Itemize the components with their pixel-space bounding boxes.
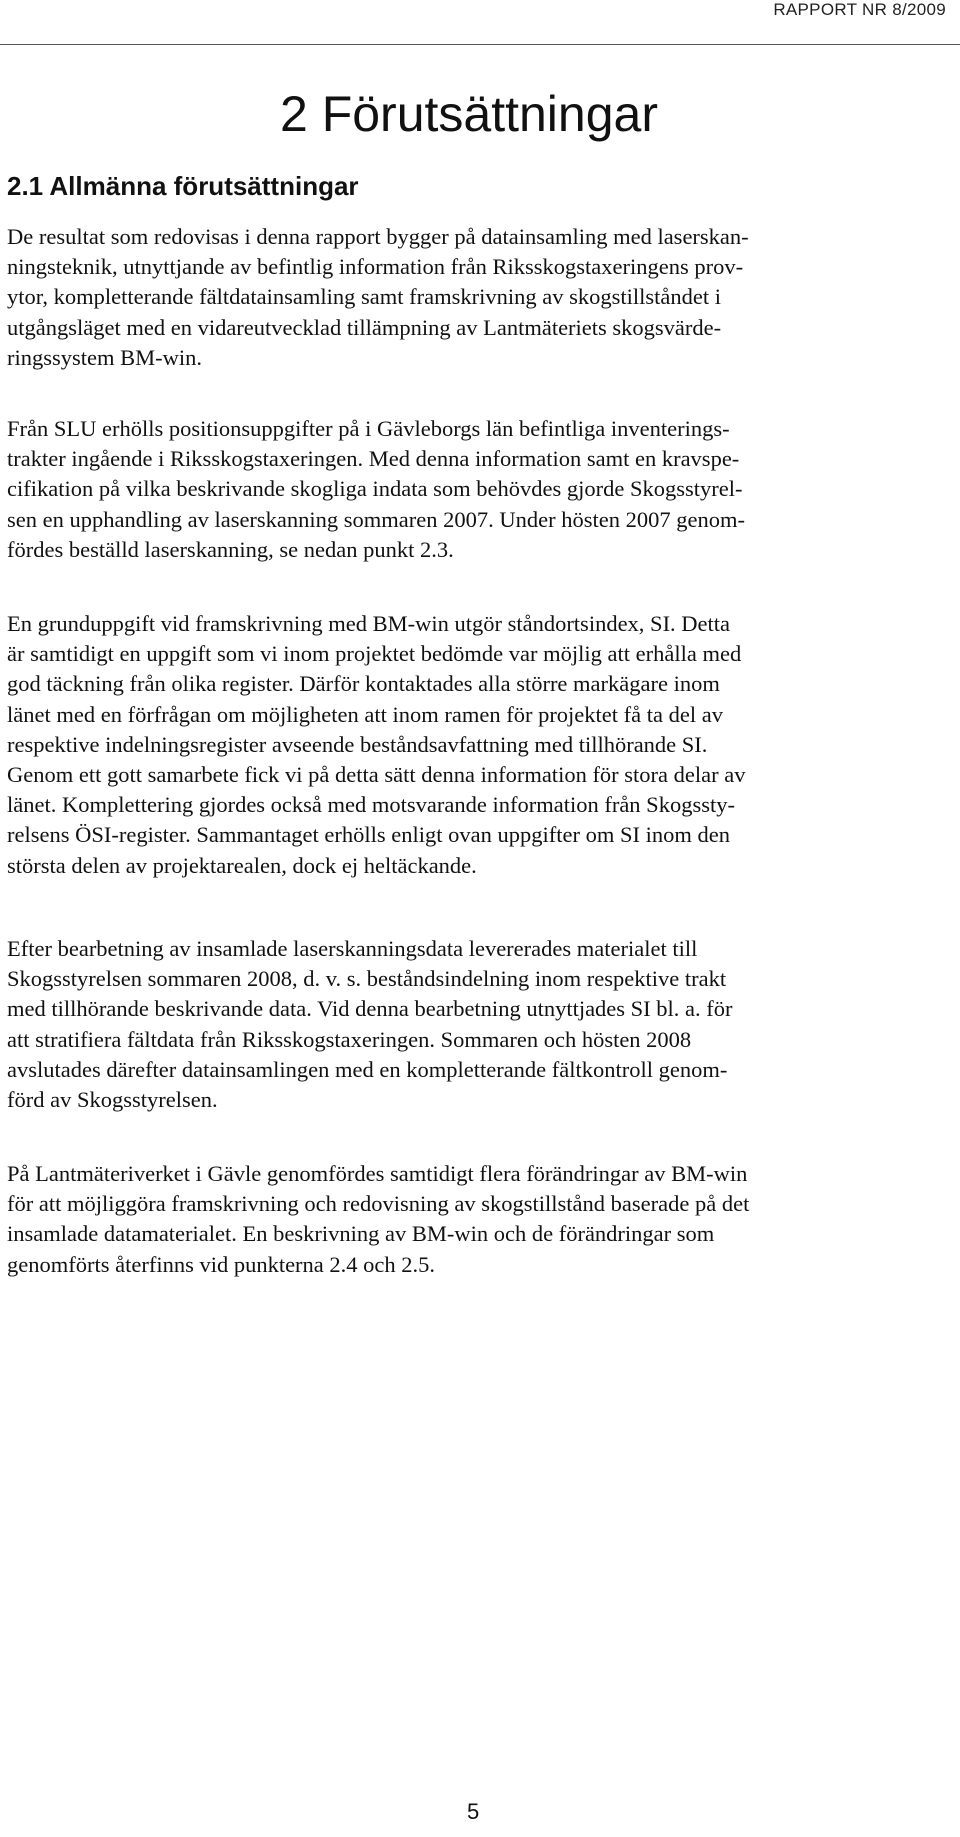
text-line: att stratifiera fältdata från Riksskogstaxeringen. Sommaren och hösten 2008 bbox=[7, 1026, 692, 1052]
text-line: avslutades därefter datainsamlingen med en kompletterande fältkontroll genom- bbox=[7, 1056, 728, 1082]
text-line: De resultat som redovisas i denna rapport bygger på datainsamling med laserskan- bbox=[7, 224, 749, 249]
text-line: cifikation på vilka beskrivande skogliga indata som behövdes gjorde Skogsstyrel- bbox=[7, 476, 743, 502]
text-line: länet med en förfrågan om möjligheten att inom ramen för projektet få ta del av bbox=[7, 701, 723, 727]
text-line: länet. Komplettering gjordes också med motsvarande information från Skogssty- bbox=[7, 792, 735, 818]
text-line: förd av Skogsstyrelsen. bbox=[7, 1087, 218, 1113]
text-line: relsens ÖSI-register. Sammantaget erhölls enligt ovan uppgifter om SI inom den bbox=[7, 822, 730, 848]
text-line: trakter ingående i Riksskogstaxeringen. Med denna information samt en kravspe- bbox=[7, 446, 740, 472]
text-line: Efter bearbetning av insamlade laserskanningsdata levererades materialet till bbox=[7, 936, 698, 961]
text-line: största delen av projektarealen, dock ej heltäckande. bbox=[7, 852, 477, 878]
text-line: god täckning från olika register. Därför kontaktades alla större markägare inom bbox=[7, 671, 720, 697]
text-line: Genom ett gott samarbete fick vi på detta sätt denna information för stora delar av bbox=[7, 762, 746, 788]
report-number-label: RAPPORT NR 8/2009 bbox=[773, 0, 946, 19]
paragraph-5 bbox=[7, 1159, 953, 1280]
text-line: En grunduppgift vid framskrivning med BM-win utgör ståndortsindex, SI. Detta bbox=[7, 611, 731, 636]
chapter-title: 2 Förutsättningar bbox=[280, 86, 658, 142]
header-divider bbox=[0, 44, 960, 45]
text-line: ringssystem BM-win. bbox=[7, 344, 203, 370]
text-line: ningsteknik, utnyttjande av befintlig information från Riksskogstaxeringens prov- bbox=[7, 254, 744, 280]
text-line: respektive indelningsregister avseende beståndsavfattning med tillhörande SI. bbox=[7, 731, 708, 757]
text-line: utgångsläget med en vidareutvecklad tillämpning av Lantmäteriets skogsvärde- bbox=[7, 314, 722, 340]
paragraph-2 bbox=[7, 414, 953, 565]
section-title: 2.1 Allmänna förutsättningar bbox=[7, 171, 359, 201]
page-number: 5 bbox=[467, 1799, 480, 1824]
text-line: för att möjliggöra framskrivning och redovisning av skogstillstånd baserade på det bbox=[7, 1191, 750, 1217]
paragraph-3 bbox=[7, 609, 953, 881]
text-line: med tillhörande beskrivande data. Vid denna bearbetning utnyttjades SI bl. a. för bbox=[7, 996, 733, 1022]
text-line: insamlade datamaterialet. En beskrivning av BM-win och de förändringar som bbox=[7, 1221, 715, 1247]
text-line: är samtidigt en uppgift som vi inom projektet bedömde var möjlig att erhålla med bbox=[7, 641, 742, 667]
text-line: genomförts återfinns vid punkterna 2.4 och 2.5. bbox=[7, 1251, 436, 1277]
paragraph-4 bbox=[7, 934, 953, 1115]
text-line: Från SLU erhölls positionsuppgifter på i Gävleborgs län befintliga inventerings- bbox=[7, 416, 730, 441]
text-line: fördes beställd laserskanning, se nedan punkt 2.3. bbox=[7, 536, 454, 562]
paragraph-1 bbox=[7, 222, 953, 373]
text-line: sen en upphandling av laserskanning sommaren 2007. Under hösten 2007 genom- bbox=[7, 506, 745, 532]
text-line: ytor, kompletterande fältdatainsamling samt framskrivning av skogstillståndet i bbox=[7, 284, 721, 310]
text-line: På Lantmäteriverket i Gävle genomfördes samtidigt flera förändringar av BM-win bbox=[7, 1161, 748, 1186]
text-line: Skogsstyrelsen sommaren 2008, d. v. s. beståndsindelning inom respektive trakt bbox=[7, 966, 727, 992]
